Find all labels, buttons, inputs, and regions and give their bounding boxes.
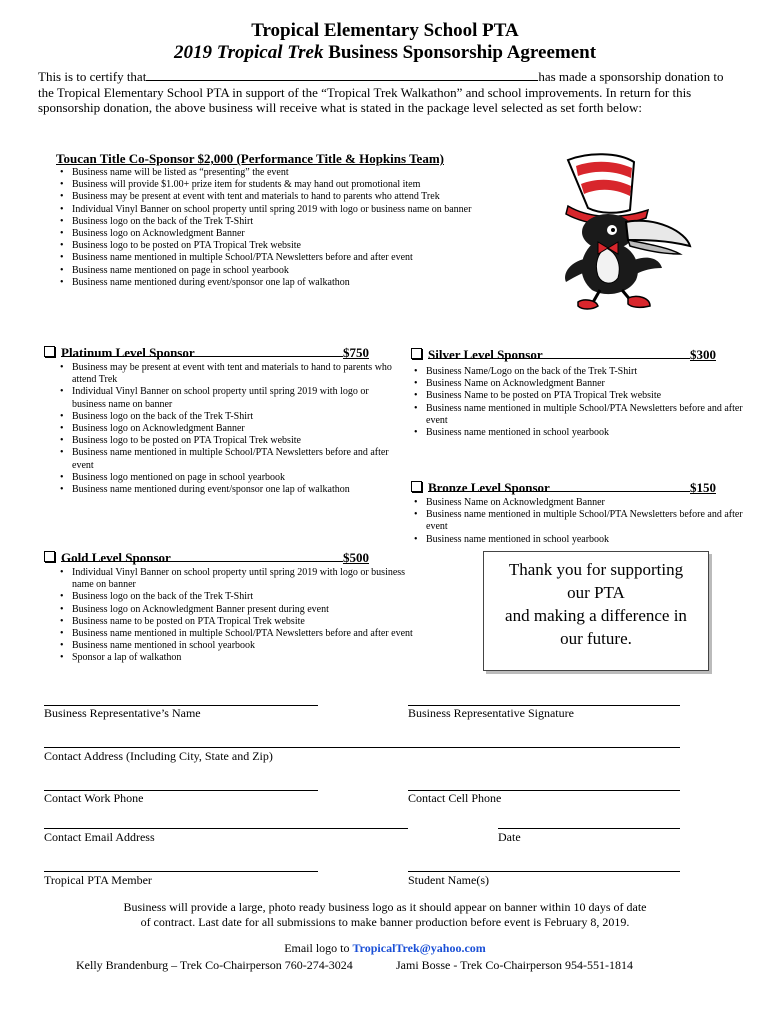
bronze-section-title (411, 480, 716, 495)
address-line[interactable] (44, 747, 680, 748)
logo-note (0, 900, 770, 930)
bronze-benefit-item: • Business name mentioned in multiple School/PTA Newsletters before and after event (412, 509, 752, 533)
gold-benefit-item: • Individual Vinyl Banner on school property until spring 2019 with logo or business name on banner (58, 567, 414, 591)
email-line[interactable] (44, 828, 408, 829)
page-subtitle (0, 42, 770, 64)
silver-benefit-item: • Business name mentioned in school yearbook (412, 427, 762, 439)
platinum-benefits-list (58, 362, 396, 496)
gold-benefit-item: • Business logo on the back of the Trek T-Shirt (58, 591, 414, 603)
toucan-benefit-item: • Business logo on Acknowledgment Banner (58, 228, 498, 240)
toucan-benefits-list (58, 167, 498, 289)
toucan-benefit-item: • Business logo to be posted on PTA Tropical Trek website (58, 240, 498, 252)
contact-right: Jami Bosse - Trek Co-Chairperson 954-551-1814 (396, 958, 633, 972)
subtitle-rest: Business Sponsorship Agreement (323, 42, 597, 63)
platinum-benefit-item: • Business logo on Acknowledgment Banner (58, 423, 396, 435)
silver-benefit-item: • Business Name/Logo on the back of the Trek T-Shirt (412, 366, 762, 378)
date-line[interactable] (498, 828, 680, 829)
platinum-price: $750 (343, 345, 369, 360)
platinum-benefit-item: • Individual Vinyl Banner on school property until spring 2019 with logo or business name on banner (58, 386, 396, 410)
platinum-benefit-item: • Business logo to be posted on PTA Tropical Trek website (58, 435, 396, 447)
toucan-benefit-item: • Business name will be listed as “presenting” the event (58, 167, 498, 179)
toucan-benefit-item: • Individual Vinyl Banner on school property until spring 2019 with logo or business name on banner (58, 204, 498, 216)
logo-note-line-2: of contract. Last date for all submissions to make banner production before event is February 8, 2019. (140, 915, 630, 929)
thanks-line-3: and making a difference in (505, 606, 687, 625)
toucan-benefit-item: • Business will provide $1.00+ prize item for students & may hand out promotional item (58, 179, 498, 191)
bronze-benefit-item: • Business name mentioned in school yearbook (412, 534, 752, 546)
logo-note-line-1: Business will provide a large, photo ready business logo as it should appear on banner within 10 days of date (123, 900, 647, 914)
toucan-benefit-item: • Business may be present at event with tent and materials to hand to parents who attend Trek (58, 191, 498, 203)
toucan-benefit-item: • Business name mentioned during event/sponsor one lap of walkathon (58, 277, 498, 289)
gold-section-title (44, 550, 369, 565)
platinum-section-title (44, 345, 369, 360)
work-phone-label: Contact Work Phone (44, 791, 144, 805)
bronze-checkbox[interactable] (411, 481, 422, 492)
platinum-benefit-item: • Business logo mentioned on page in school yearbook (58, 472, 396, 484)
pta-member-label: Tropical PTA Member (44, 873, 152, 887)
thank-you-box (483, 551, 709, 671)
subtitle-italic: 2019 Tropical Trek (173, 42, 324, 63)
date-label: Date (498, 830, 521, 844)
silver-section-title (411, 347, 716, 362)
gold-benefits-list (58, 567, 414, 665)
email-note (0, 941, 770, 956)
toucan-benefit-item: • Business name mentioned on page in school yearbook (58, 265, 498, 277)
silver-benefit-item: • Business Name to be posted on PTA Tropical Trek website (412, 390, 762, 402)
silver-benefit-item: • Business Name on Acknowledgment Banner (412, 378, 762, 390)
gold-checkbox[interactable] (44, 551, 55, 562)
bronze-benefit-item: • Business Name on Acknowledgment Banner (412, 497, 752, 509)
email-prefix: Email logo to (284, 941, 353, 955)
gold-price: $500 (343, 550, 369, 565)
email-label: Contact Email Address (44, 830, 155, 844)
silver-checkbox[interactable] (411, 348, 422, 359)
platinum-benefit-item: • Business may be present at event with tent and materials to hand to parents who attend Trek (58, 362, 396, 386)
thanks-line-2: our PTA (567, 583, 625, 602)
silver-price: $300 (690, 347, 716, 362)
toucan-section-title (56, 151, 444, 166)
page-title: Tropical Elementary School PTA (251, 20, 519, 41)
pta-member-line[interactable] (44, 871, 318, 872)
thanks-line-4: our future. (560, 629, 632, 648)
cell-phone-label: Contact Cell Phone (408, 791, 502, 805)
gold-benefit-item: • Business name mentioned in multiple School/PTA Newsletters before and after event (58, 628, 414, 640)
student-name-line[interactable] (408, 871, 680, 872)
bronze-price: $150 (690, 480, 716, 495)
silver-benefit-item: • Business name mentioned in multiple School/PTA Newsletters before and after event (412, 403, 762, 427)
rep-signature-label: Business Representative Signature (408, 706, 574, 720)
intro-paragraph (38, 69, 738, 116)
toucan-title-text: Toucan Title Co-Sponsor $2,000 (Performance Title & Hopkins Team) (56, 151, 444, 166)
gold-benefit-item: • Business logo on Acknowledgment Banner present during event (58, 604, 414, 616)
toucan-benefit-item: • Business name mentioned in multiple School/PTA Newsletters before and after event (58, 252, 498, 264)
gold-benefit-item: • Sponsor a lap of walkathon (58, 652, 414, 664)
platinum-title-text: Platinum Level Sponsor (61, 345, 195, 360)
gold-benefit-item: • Business name to be posted on PTA Tropical Trek website (58, 616, 414, 628)
student-name-label: Student Name(s) (408, 873, 489, 887)
platinum-benefit-item: • Business name mentioned during event/sponsor one lap of walkathon (58, 484, 396, 496)
bronze-benefits-list (412, 497, 752, 546)
platinum-benefit-item: • Business logo on the back of the Trek T-Shirt (58, 411, 396, 423)
business-name-blank[interactable] (146, 69, 538, 81)
toucan-benefit-item: • Business logo on the back of the Trek T-Shirt (58, 216, 498, 228)
silver-benefits-list (412, 366, 762, 439)
thanks-line-1: Thank you for supporting (508, 560, 684, 579)
intro-text-before: This is to certify that (38, 69, 147, 84)
gold-title-text: Gold Level Sponsor (61, 550, 171, 565)
platinum-checkbox[interactable] (44, 346, 55, 357)
platinum-benefit-item: • Business name mentioned in multiple School/PTA Newsletters before and after event (58, 447, 396, 471)
bronze-title-text: Bronze Level Sponsor (428, 480, 550, 495)
contact-left: Kelly Brandenburg – Trek Co-Chairperson 760-274-3024 (76, 958, 353, 972)
rep-name-label: Business Representative’s Name (44, 706, 201, 720)
intro-text-after: has made a sponsorship donation to the Tropical Elementary School PTA in support of the “Tropical Trek Walkathon” and school improvements. In return for this sponsorship donation, the above business will receive what is stated in the package level selected as set forth below: (38, 69, 724, 115)
address-label: Contact Address (Including City, State and Zip) (44, 749, 273, 763)
gold-benefit-item: • Business name mentioned in school yearbook (58, 640, 414, 652)
toucan-mascot-icon (548, 148, 716, 316)
silver-title-text: Silver Level Sponsor (428, 347, 543, 362)
email-link[interactable]: TropicalTrek@yahoo.com (352, 941, 486, 955)
